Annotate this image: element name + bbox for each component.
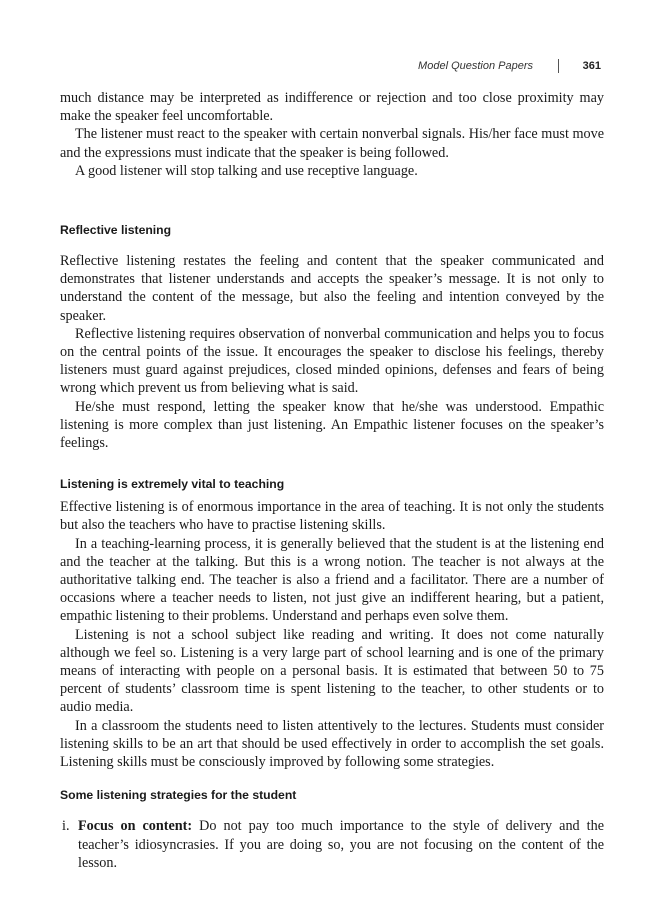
page-body [60, 89, 604, 872]
section-heading-reflective-listening: Reflective listening [60, 223, 172, 238]
running-header [0, 60, 661, 76]
teaching-paragraph-1: Effective listening is of enormous importance in the area of teaching. It is not only the students but also the teachers who have to practise listening skills. [60, 499, 604, 534]
reflective-paragraph-3: He/she must respond, letting the speaker know that he/she was understood. Empathic listening is more complex than just listening. An Empathic listener focuses on the speaker’s feelings. [60, 398, 604, 452]
list-item-label: Focus on content: [78, 818, 193, 835]
reflective-paragraph-1: Reflective listening restates the feeling and content that the speaker communicated and demonstrates that listener understands and accepts the speaker’s message. It is not only to understand the content of the message, but also the feeling and intention conveyed by the speaker. [60, 253, 604, 324]
list-item-text: Do not pay too much importance to the style of delivery and the teacher’s idiosyncrasies. If you are doing so, you are not focusing on the content of the lesson. [78, 818, 604, 871]
teaching-paragraph-4: In a classroom the students need to listen attentively to the lectures. Students must consider listening skills to be an art that should be used effectively in order to accomplish the set goals. Listening skills must be consciously improved by following some strategies. [60, 717, 604, 771]
section-heading-listening-strategies: Some listening strategies for the student [60, 788, 297, 803]
section-heading-listening-teaching: Listening is extremely vital to teaching [60, 477, 285, 492]
intro-paragraph-2: The listener must react to the speaker with certain nonverbal signals. His/her face must move and the expressions must indicate that the speaker is being followed. [60, 126, 604, 161]
intro-paragraph-1: much distance may be interpreted as indifference or rejection and too close proximity may make the speaker feel uncomfortable. [60, 90, 604, 125]
teaching-paragraph-2: In a teaching-learning process, it is generally believed that the student is at the listening end and the teacher at the talking. But this is a wrong notion. The teacher is not always at the authoritative talking end. The teacher is also a friend and a facilitator. There are a number of occasions where a teacher needs to listen, not just give an indifferent hearing, but a patient, empathic listening to their problems. Understand and perhaps even solve them. [60, 535, 604, 625]
intro-paragraph-3: A good listener will stop talking and use receptive language. [75, 162, 418, 179]
header-divider [558, 59, 559, 73]
running-title: Model Question Papers [418, 60, 533, 72]
page-number: 361 [582, 60, 601, 72]
reflective-paragraph-2: Reflective listening requires observation of nonverbal communication and helps you to focus on the central points of the issue. It encourages the speaker to disclose his feelings, thereby listeners must guard against prejudices, closed minded opinions, defenses and fears of being wrong which prevent us from believing what is said. [60, 325, 604, 397]
list-marker: i. [62, 818, 70, 835]
list-item [60, 817, 604, 872]
teaching-paragraph-3: Listening is not a school subject like reading and writing. It does not come naturally although we feel so. Listening is a very large part of school learning and is one of the primary means of interacting with people on a personal basis. It is estimated that between 50 to 75 percent of students’ classroom time is spent listening to the teacher, to other students or to audio media. [60, 626, 604, 716]
